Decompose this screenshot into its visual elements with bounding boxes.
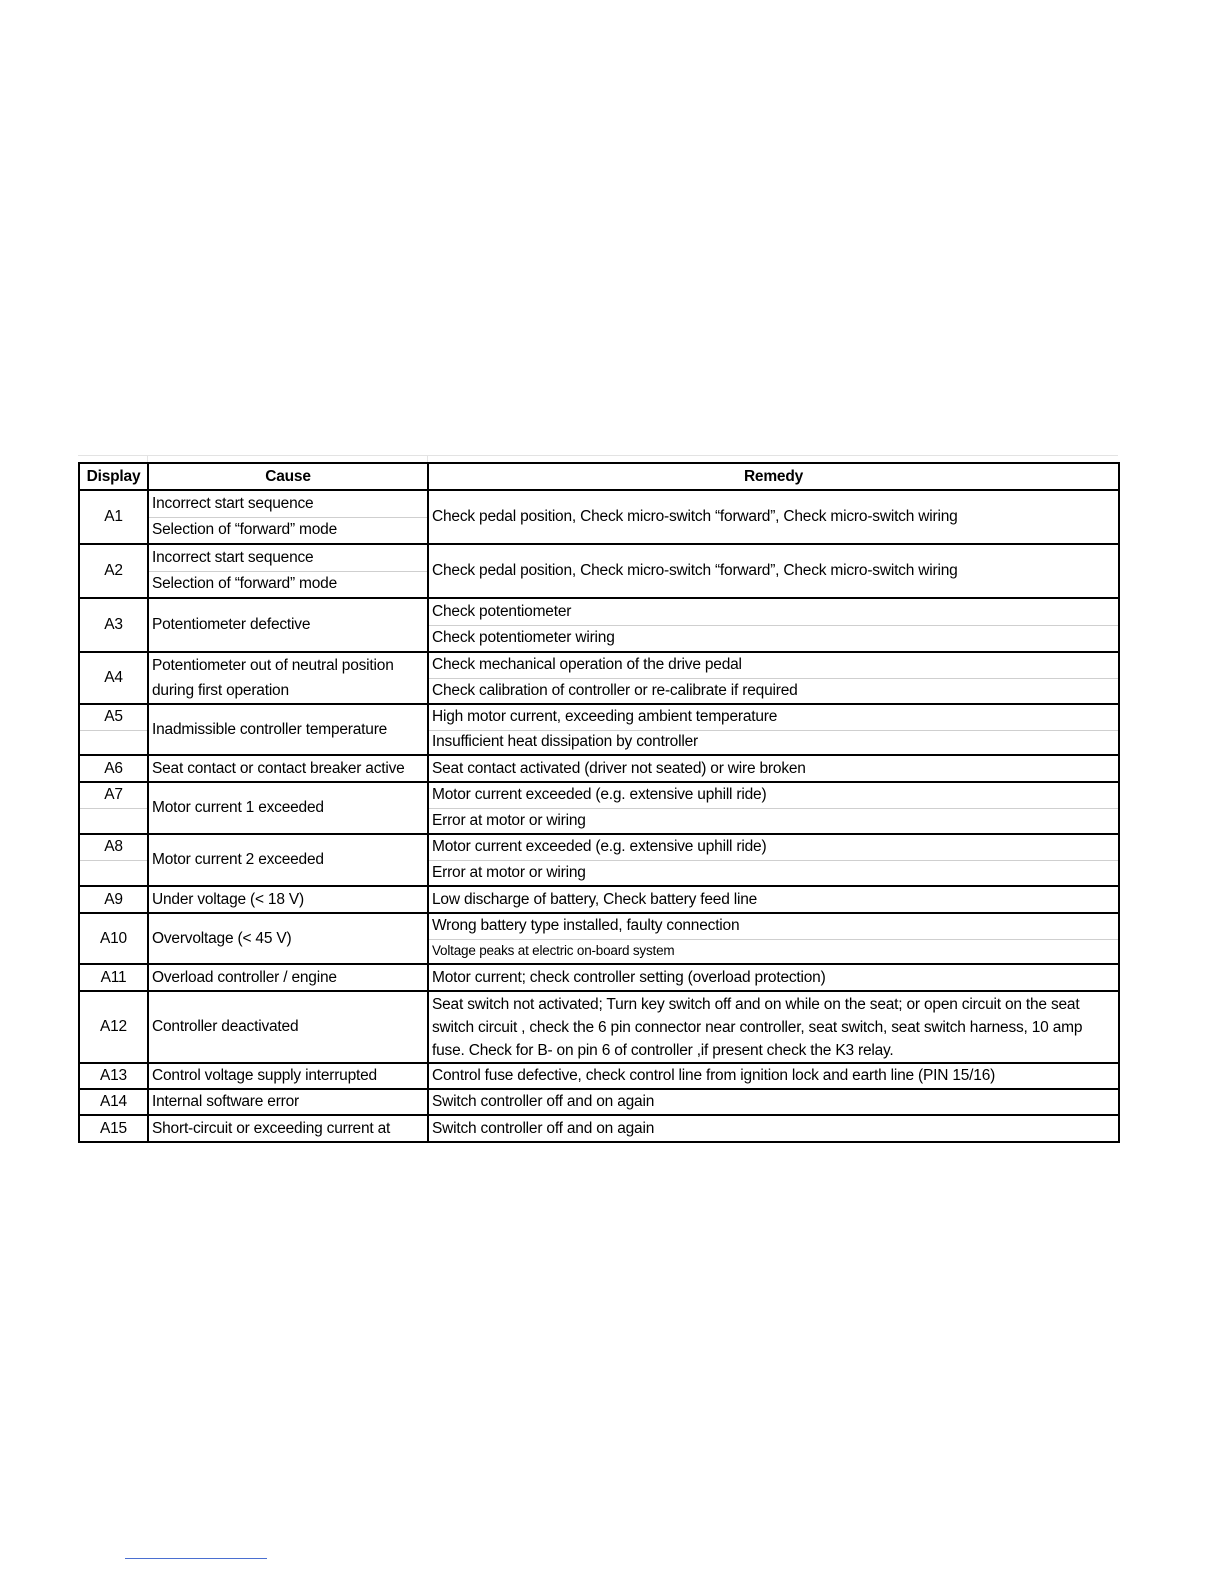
- table-row: [79, 886, 1119, 913]
- display-code-blank: [79, 808, 148, 834]
- fault-code-table: [78, 462, 1120, 1143]
- remedy-cell: Motor current exceeded (e.g. extensive uphill ride): [428, 834, 1119, 860]
- display-code-blank: [79, 730, 148, 755]
- display-code: A9: [79, 886, 148, 913]
- remedy-cell: Error at motor or wiring: [428, 860, 1119, 886]
- display-code: A11: [79, 964, 148, 991]
- remedy-cell: Check pedal position, Check micro-switch “forward”, Check micro-switch wiring: [428, 490, 1119, 544]
- cause-cell: Potentiometer defective: [148, 598, 428, 652]
- display-code: A6: [79, 755, 148, 782]
- table-row: [79, 782, 1119, 808]
- remedy-cell: Motor current exceeded (e.g. extensive uphill ride): [428, 782, 1119, 808]
- cause-cell: Under voltage (< 18 V): [148, 886, 428, 913]
- display-code: A14: [79, 1089, 148, 1115]
- remedy-cell: Check mechanical operation of the drive pedal: [428, 652, 1119, 678]
- remedy-cell: Seat switch not activated; Turn key switch off and on while on the seat; or open circuit on the seat switch circuit , check the 6 pin connector near controller, seat switch, seat switch harness, 10 amp fuse. Check for B- on pin 6 of controller ,if present check the K3 relay.: [428, 991, 1119, 1063]
- table-row: [79, 678, 1119, 704]
- remedy-cell: Check pedal position, Check micro-switch “forward”, Check micro-switch wiring: [428, 544, 1119, 598]
- footnote-divider: [125, 1558, 267, 1559]
- header-cause: Cause: [148, 463, 428, 490]
- display-code-blank: [79, 860, 148, 886]
- remedy-cell: Error at motor or wiring: [428, 808, 1119, 834]
- remedy-cell: High motor current, exceeding ambient temperature: [428, 704, 1119, 730]
- cause-cell: Controller deactivated: [148, 991, 428, 1063]
- remedy-cell: Switch controller off and on again: [428, 1115, 1119, 1142]
- table-row: [79, 490, 1119, 517]
- cause-cell: Potentiometer out of neutral position: [148, 652, 428, 678]
- cause-cell: Motor current 2 exceeded: [148, 834, 428, 886]
- remedy-cell: Check calibration of controller or re-calibrate if required: [428, 678, 1119, 704]
- table-row: [79, 991, 1119, 1063]
- remedy-cell: Low discharge of battery, Check battery feed line: [428, 886, 1119, 913]
- spreadsheet-gridline: [78, 455, 1118, 456]
- table-row: [79, 652, 1119, 678]
- display-code: A12: [79, 991, 148, 1063]
- header-remedy: Remedy: [428, 463, 1119, 490]
- cause-cell: during first operation: [148, 678, 428, 704]
- table-row: [79, 1115, 1119, 1142]
- remedy-cell: Wrong battery type installed, faulty connection: [428, 913, 1119, 939]
- display-code: A7: [79, 782, 148, 808]
- table-row: [79, 913, 1119, 939]
- table-row: [79, 964, 1119, 991]
- display-code: A10: [79, 913, 148, 964]
- cause-cell: Selection of “forward” mode: [148, 571, 428, 598]
- remedy-cell: Control fuse defective, check control line from ignition lock and earth line (PIN 15/16): [428, 1063, 1119, 1089]
- cause-cell: Motor current 1 exceeded: [148, 782, 428, 834]
- header-display: Display: [79, 463, 148, 490]
- table-row: [79, 1089, 1119, 1115]
- remedy-cell: Check potentiometer: [428, 598, 1119, 625]
- table-row: [79, 704, 1119, 730]
- table-row: [79, 598, 1119, 625]
- remedy-cell: Insufficient heat dissipation by controller: [428, 730, 1119, 755]
- cause-cell: Selection of “forward” mode: [148, 517, 428, 544]
- table-row: [79, 544, 1119, 571]
- display-code: A5: [79, 704, 148, 730]
- display-code: A4: [79, 652, 148, 704]
- remedy-cell: Check potentiometer wiring: [428, 625, 1119, 652]
- remedy-cell: Seat contact activated (driver not seated) or wire broken: [428, 755, 1119, 782]
- display-code: A3: [79, 598, 148, 652]
- cause-cell: Inadmissible controller temperature: [148, 704, 428, 755]
- cause-cell: Overvoltage (< 45 V): [148, 913, 428, 964]
- cause-cell: Short-circuit or exceeding current at: [148, 1115, 428, 1142]
- remedy-cell: Switch controller off and on again: [428, 1089, 1119, 1115]
- table-row: [79, 755, 1119, 782]
- remedy-cell: Motor current; check controller setting (overload protection): [428, 964, 1119, 991]
- header-row: [79, 463, 1119, 490]
- table-body: [79, 490, 1119, 1142]
- table-header: [79, 463, 1119, 490]
- cause-cell: Internal software error: [148, 1089, 428, 1115]
- display-code: A1: [79, 490, 148, 544]
- display-code: A8: [79, 834, 148, 860]
- display-code: A13: [79, 1063, 148, 1089]
- cause-cell: Control voltage supply interrupted: [148, 1063, 428, 1089]
- remedy-cell: Voltage peaks at electric on-board system: [428, 939, 1119, 964]
- cause-cell: Incorrect start sequence: [148, 544, 428, 571]
- display-code: A15: [79, 1115, 148, 1142]
- table-row: [79, 1063, 1119, 1089]
- cause-cell: Overload controller / engine: [148, 964, 428, 991]
- cause-cell: Seat contact or contact breaker active: [148, 755, 428, 782]
- display-code: A2: [79, 544, 148, 598]
- table-row: [79, 834, 1119, 860]
- cause-cell: Incorrect start sequence: [148, 490, 428, 517]
